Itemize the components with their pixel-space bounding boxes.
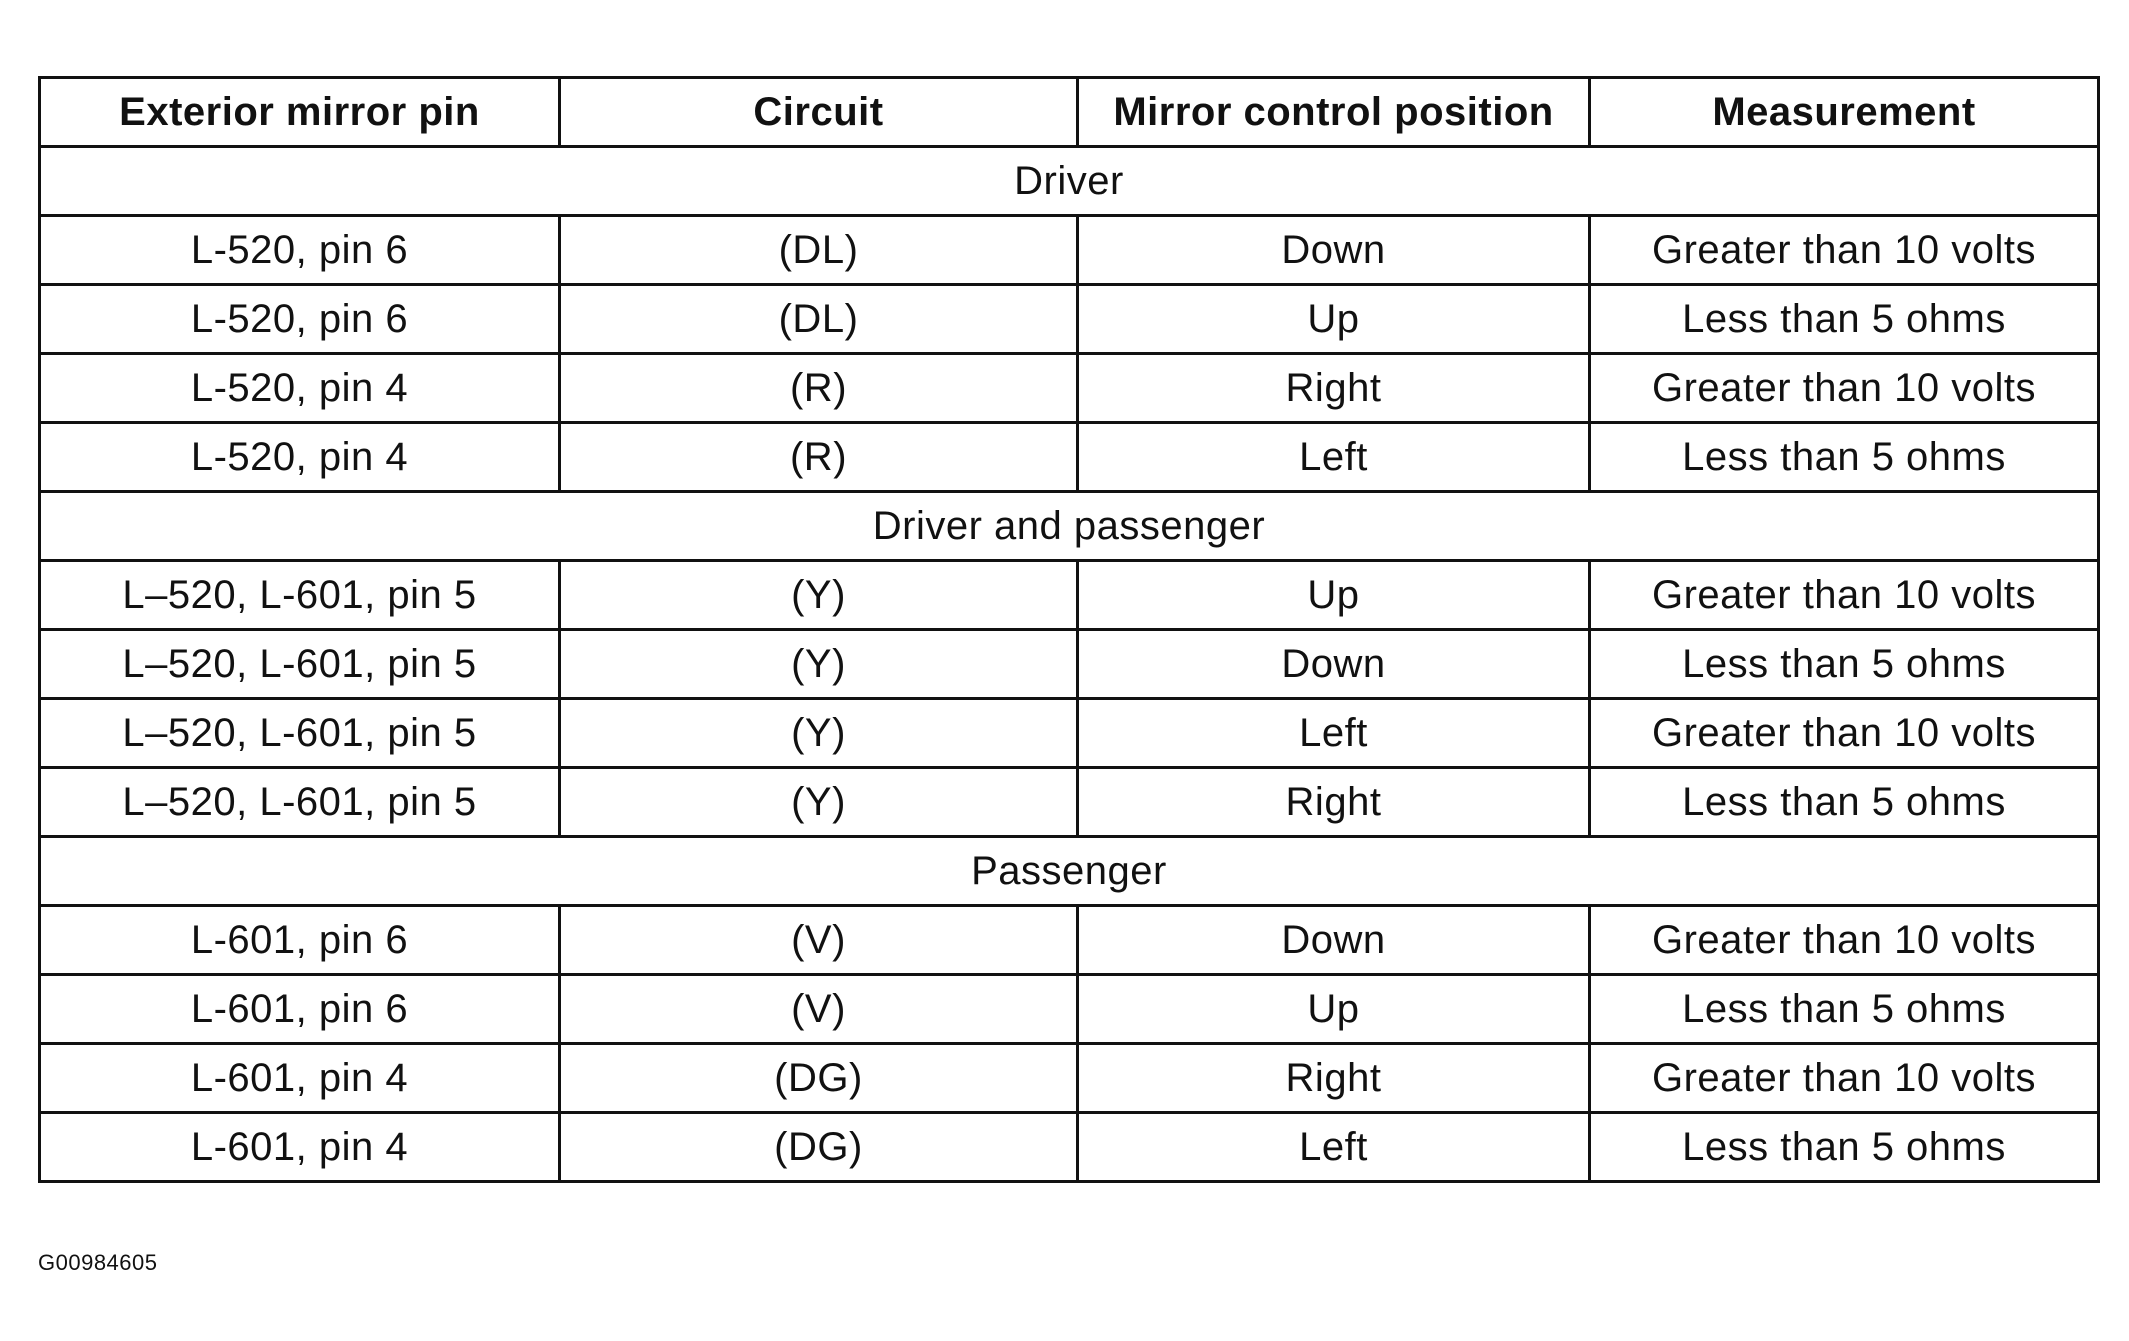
header-exterior-mirror-pin: Exterior mirror pin <box>40 78 560 147</box>
section-row <box>40 837 2099 906</box>
pin-cell: L-520, pin 4 <box>40 354 560 423</box>
pin-cell: L-601, pin 4 <box>40 1113 560 1182</box>
section-title: Driver <box>40 147 2099 216</box>
measurement-cell: Greater than 10 volts <box>1590 561 2099 630</box>
measurement-cell: Greater than 10 volts <box>1590 1044 2099 1113</box>
header-circuit: Circuit <box>560 78 1078 147</box>
pin-cell: L-520, pin 4 <box>40 423 560 492</box>
position-cell: Down <box>1078 630 1590 699</box>
position-cell: Up <box>1078 975 1590 1044</box>
position-cell: Down <box>1078 216 1590 285</box>
table-body <box>40 147 2099 1182</box>
table-row <box>40 699 2099 768</box>
measurement-cell: Less than 5 ohms <box>1590 630 2099 699</box>
measurement-cell: Greater than 10 volts <box>1590 216 2099 285</box>
pin-cell: L-520, pin 6 <box>40 216 560 285</box>
position-cell: Right <box>1078 354 1590 423</box>
section-row <box>40 147 2099 216</box>
circuit-cell: (V) <box>560 906 1078 975</box>
position-cell: Up <box>1078 285 1590 354</box>
table-row <box>40 1113 2099 1182</box>
table-row <box>40 1044 2099 1113</box>
table-row <box>40 285 2099 354</box>
pin-cell: L–520, L-601, pin 5 <box>40 699 560 768</box>
table-row <box>40 768 2099 837</box>
position-cell: Down <box>1078 906 1590 975</box>
circuit-cell: (Y) <box>560 561 1078 630</box>
measurement-cell: Greater than 10 volts <box>1590 699 2099 768</box>
pin-cell: L-601, pin 4 <box>40 1044 560 1113</box>
position-cell: Up <box>1078 561 1590 630</box>
header-measurement: Measurement <box>1590 78 2099 147</box>
circuit-cell: (R) <box>560 423 1078 492</box>
position-cell: Right <box>1078 768 1590 837</box>
measurement-cell: Less than 5 ohms <box>1590 975 2099 1044</box>
pin-cell: L-601, pin 6 <box>40 906 560 975</box>
circuit-cell: (V) <box>560 975 1078 1044</box>
pin-cell: L–520, L-601, pin 5 <box>40 561 560 630</box>
table-row <box>40 906 2099 975</box>
mirror-test-table <box>38 76 2100 1183</box>
table-row <box>40 561 2099 630</box>
table-row <box>40 216 2099 285</box>
position-cell: Left <box>1078 1113 1590 1182</box>
position-cell: Left <box>1078 699 1590 768</box>
section-title: Passenger <box>40 837 2099 906</box>
circuit-cell: (Y) <box>560 630 1078 699</box>
position-cell: Right <box>1078 1044 1590 1113</box>
header-mirror-control-position: Mirror control position <box>1078 78 1590 147</box>
measurement-cell: Less than 5 ohms <box>1590 285 2099 354</box>
section-row <box>40 492 2099 561</box>
measurement-cell: Less than 5 ohms <box>1590 423 2099 492</box>
pin-cell: L-601, pin 6 <box>40 975 560 1044</box>
pin-cell: L–520, L-601, pin 5 <box>40 630 560 699</box>
position-cell: Left <box>1078 423 1590 492</box>
pin-cell: L-520, pin 6 <box>40 285 560 354</box>
section-title: Driver and passenger <box>40 492 2099 561</box>
circuit-cell: (Y) <box>560 699 1078 768</box>
measurement-cell: Greater than 10 volts <box>1590 906 2099 975</box>
header-row <box>40 78 2099 147</box>
table-row <box>40 423 2099 492</box>
table-row <box>40 630 2099 699</box>
circuit-cell: (DL) <box>560 216 1078 285</box>
circuit-cell: (R) <box>560 354 1078 423</box>
circuit-cell: (DL) <box>560 285 1078 354</box>
measurement-cell: Less than 5 ohms <box>1590 768 2099 837</box>
table-row <box>40 975 2099 1044</box>
circuit-cell: (Y) <box>560 768 1078 837</box>
figure-id: G00984605 <box>38 1250 158 1275</box>
table-row <box>40 354 2099 423</box>
pin-cell: L–520, L-601, pin 5 <box>40 768 560 837</box>
measurement-cell: Less than 5 ohms <box>1590 1113 2099 1182</box>
circuit-cell: (DG) <box>560 1044 1078 1113</box>
measurement-cell: Greater than 10 volts <box>1590 354 2099 423</box>
circuit-cell: (DG) <box>560 1113 1078 1182</box>
